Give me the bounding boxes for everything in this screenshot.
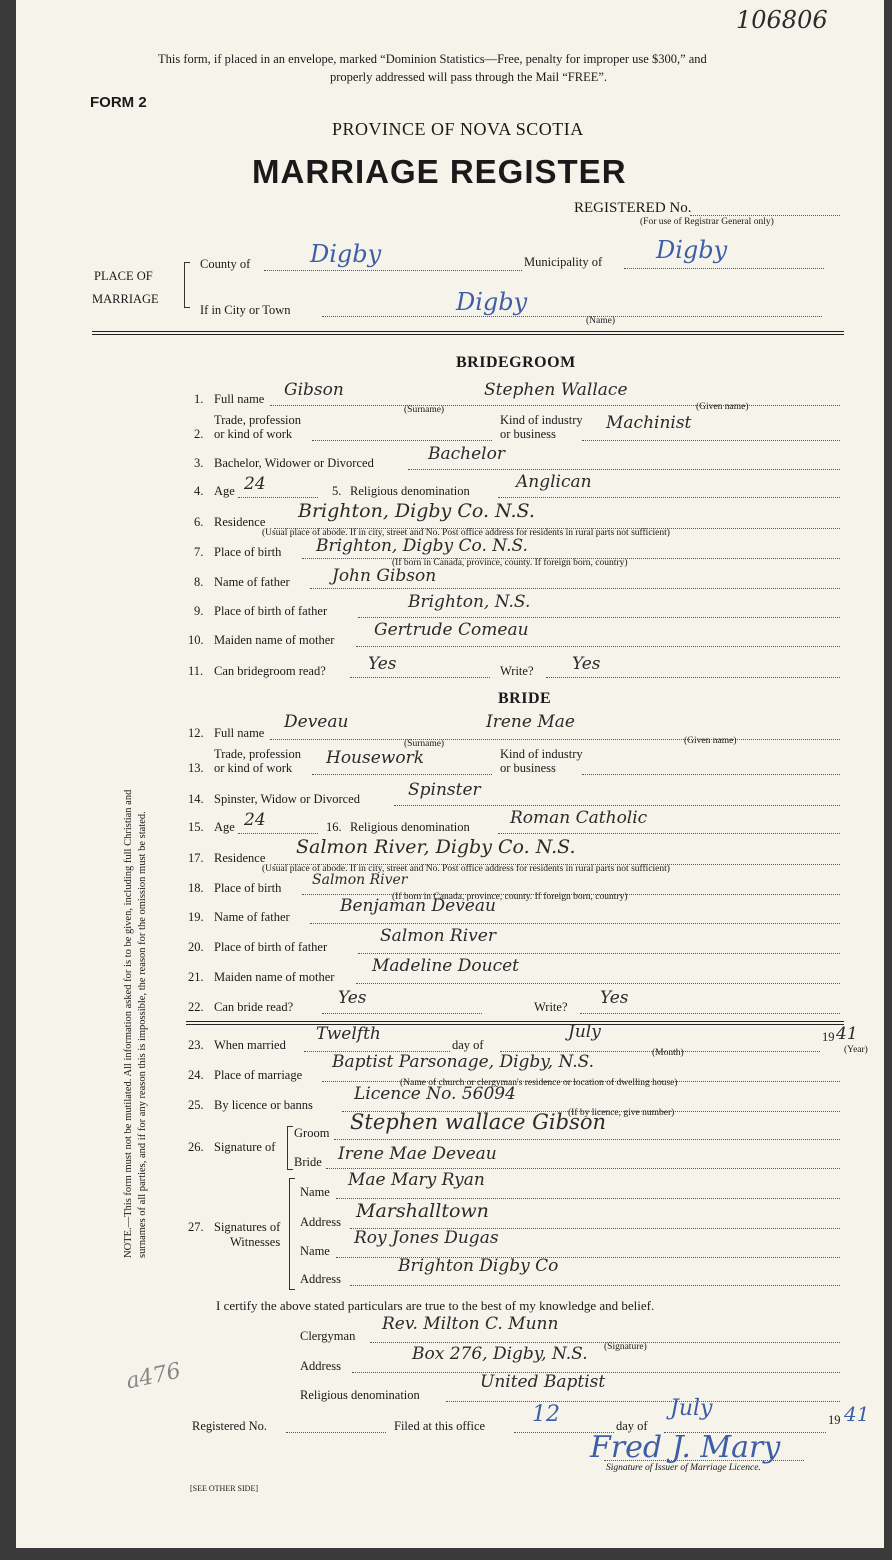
- place-label-1: PLACE OF: [94, 269, 153, 283]
- registered-note: (For use of Registrar General only): [640, 217, 774, 227]
- bride-age: 24: [244, 810, 266, 830]
- certify-text: I certify the above stated particulars are true to the best of my knowledge and belief.: [216, 1298, 655, 1313]
- bride-read: Yes: [338, 988, 367, 1008]
- bride-heading: BRIDE: [498, 690, 552, 707]
- industry-label: Kind of industry: [500, 413, 583, 427]
- witness-address-label: Address: [300, 1272, 341, 1286]
- groom-father-birth-label: Place of birth of father: [214, 604, 328, 618]
- bride-father-birth-label: Place of birth of father: [214, 940, 328, 954]
- bride-mother: Madeline Doucet: [372, 956, 519, 976]
- industry-label: Kind of industry: [500, 747, 583, 761]
- groom-given-name: Stephen Wallace: [484, 380, 628, 400]
- marriage-year: 41: [836, 1024, 858, 1044]
- licence-note: (If by licence, give number): [568, 1108, 675, 1118]
- industry-label: or business: [500, 427, 556, 441]
- trade-label: Trade, profession: [214, 413, 302, 427]
- item-number: 27.: [188, 1220, 204, 1234]
- groom-father-label: Name of father: [214, 575, 290, 589]
- place-note: (Name of church or clergyman's residence or location of dwelling house): [400, 1078, 678, 1088]
- item-number: 19.: [188, 910, 204, 924]
- groom-read: Yes: [368, 654, 397, 674]
- bride-residence-label: Residence: [214, 851, 266, 865]
- witness-name-label: Name: [300, 1185, 330, 1199]
- groom-age: 24: [244, 474, 266, 494]
- bride-write: Yes: [600, 988, 629, 1008]
- issuer-signature: Fred J. Mary: [590, 1430, 781, 1465]
- item-number: 12.: [188, 726, 204, 740]
- marriage-day: Twelfth: [316, 1024, 381, 1044]
- place-label-2: MARRIAGE: [92, 292, 159, 306]
- item-number: 16.: [326, 820, 342, 834]
- clergyman-signature: Rev. Milton C. Munn: [382, 1314, 559, 1334]
- bride-fullname-label: Full name: [214, 726, 265, 740]
- birth-note: (If born in Canada, province, county. If foreign born, country): [392, 892, 628, 902]
- bride-surname: Deveau: [284, 712, 349, 732]
- bride-father-birthplace: Salmon River: [380, 926, 496, 946]
- item-number: 7.: [194, 545, 204, 559]
- licence-value: Licence No. 56094: [354, 1084, 516, 1104]
- clergyman-address-label: Address: [300, 1359, 341, 1373]
- groom-signature: Stephen wallace Gibson: [350, 1110, 607, 1134]
- item-number: 3.: [194, 456, 204, 470]
- filed-day: 12: [532, 1402, 560, 1427]
- item-number: 11.: [188, 664, 204, 678]
- city-label: If in City or Town: [200, 303, 291, 317]
- item-number: 22.: [188, 1000, 204, 1014]
- province-heading: PROVINCE OF NOVA SCOTIA: [332, 119, 584, 139]
- item-number: 17.: [188, 851, 204, 865]
- bride-age-label: Age: [214, 820, 235, 834]
- filed-label: Filed at this office: [394, 1419, 486, 1433]
- bride-religion-label: Religious denomination: [350, 820, 470, 834]
- bridegroom-heading: BRIDEGROOM: [456, 354, 576, 371]
- groom-residence: Brighton, Digby Co. N.S.: [298, 500, 535, 522]
- groom-label: Groom: [294, 1126, 330, 1140]
- filed-year: 41: [844, 1402, 870, 1426]
- year-prefix: 19: [822, 1030, 835, 1044]
- page-title: MARRIAGE REGISTER: [252, 153, 627, 190]
- form-number: FORM 2: [90, 94, 147, 111]
- item-number: 20.: [188, 940, 204, 954]
- item-number: 6.: [194, 515, 204, 529]
- groom-mother-label: Maiden name of mother: [214, 633, 335, 647]
- item-number: 2.: [194, 427, 204, 441]
- groom-residence-label: Residence: [214, 515, 266, 529]
- groom-status: Bachelor: [428, 444, 505, 464]
- bride-label: Bride: [294, 1155, 322, 1169]
- item-number: 10.: [188, 633, 204, 647]
- groom-write-label: Write?: [500, 664, 534, 678]
- register-form: [16, 0, 884, 1548]
- day-of-label: day of: [452, 1038, 484, 1052]
- groom-father: John Gibson: [332, 566, 437, 586]
- groom-read-label: Can bridegroom read?: [214, 664, 326, 678]
- city-name-note: (Name): [586, 316, 616, 326]
- surname-note: (Surname): [404, 405, 445, 415]
- groom-surname: Gibson: [284, 380, 344, 400]
- industry-label: or business: [500, 761, 556, 775]
- item-number: 13.: [188, 761, 204, 775]
- month-note: (Month): [652, 1048, 684, 1058]
- given-note: (Given name): [684, 736, 737, 746]
- clergyman-label: Clergyman: [300, 1329, 356, 1343]
- witness-label: Signatures of: [214, 1220, 281, 1234]
- bride-birthplace: Salmon River: [312, 872, 408, 888]
- item-number: 8.: [194, 575, 204, 589]
- county-value: Digby: [310, 240, 382, 268]
- item-number: 15.: [188, 820, 204, 834]
- groom-father-birthplace: Brighton, N.S.: [408, 592, 531, 612]
- residence-note: (Usual place of abode. If in city, street and No. Post office address for residents in rural parts not sufficient): [262, 528, 670, 538]
- item-number: 5.: [332, 484, 342, 498]
- item-number: 26.: [188, 1140, 204, 1154]
- filing-registered-label: Registered No.: [192, 1419, 267, 1433]
- licence-label: By licence or banns: [214, 1098, 313, 1112]
- filed-month: July: [670, 1396, 713, 1421]
- trade-label: Trade, profession: [214, 747, 302, 761]
- signature-of-label: Signature of: [214, 1140, 276, 1154]
- item-number: 1.: [194, 392, 204, 406]
- filed-day-of-label: day of: [616, 1419, 648, 1433]
- trade-label: or kind of work: [214, 761, 293, 775]
- item-number: 4.: [194, 484, 204, 498]
- trade-label: or kind of work: [214, 427, 293, 441]
- groom-status-label: Bachelor, Widower or Divorced: [214, 456, 374, 470]
- bride-status: Spinster: [408, 780, 481, 800]
- groom-birthplace: Brighton, Digby Co. N.S.: [316, 536, 528, 556]
- item-number: 9.: [194, 604, 204, 618]
- witness2-name: Roy Jones Dugas: [354, 1228, 499, 1248]
- groom-religion-label: Religious denomination: [350, 484, 470, 498]
- filed-year-prefix: 19: [828, 1413, 841, 1427]
- mail-notice-line-2: properly addressed will pass through the Mail “FREE”.: [330, 70, 608, 84]
- city-value: Digby: [456, 288, 528, 316]
- margin-note: a476: [124, 1358, 184, 1395]
- item-number: 24.: [188, 1068, 204, 1082]
- witness-label: Witnesses: [230, 1235, 281, 1249]
- bride-father: Benjaman Deveau: [340, 896, 496, 916]
- clergyman-religion-label: Religious denomination: [300, 1388, 420, 1402]
- bride-given-name: Irene Mae: [486, 712, 575, 732]
- when-married-label: When married: [214, 1038, 286, 1052]
- bride-write-label: Write?: [534, 1000, 568, 1014]
- groom-mother: Gertrude Comeau: [374, 620, 529, 640]
- witness2-address: Brighton Digby Co: [398, 1256, 559, 1276]
- groom-industry: Machinist: [606, 413, 692, 433]
- bride-status-label: Spinster, Widow or Divorced: [214, 792, 360, 806]
- clergyman-religion: United Baptist: [480, 1372, 606, 1392]
- witness-name-label: Name: [300, 1244, 330, 1258]
- clergyman-address: Box 276, Digby, N.S.: [412, 1344, 588, 1364]
- municipality-value: Digby: [656, 236, 728, 264]
- signature-note: (Signature): [604, 1342, 647, 1352]
- year-note: (Year): [844, 1045, 868, 1055]
- see-other-side: [SEE OTHER SIDE]: [190, 1484, 258, 1493]
- place-of-marriage-label: Place of marriage: [214, 1068, 303, 1082]
- bride-father-label: Name of father: [214, 910, 290, 924]
- marriage-month: July: [568, 1022, 601, 1042]
- issuer-note: Signature of Issuer of Marriage Licence.: [606, 1463, 761, 1473]
- witness1-name: Mae Mary Ryan: [348, 1170, 485, 1190]
- place-of-marriage: Baptist Parsonage, Digby, N.S.: [332, 1052, 595, 1072]
- divider: [186, 1021, 844, 1025]
- bride-read-label: Can bride read?: [214, 1000, 294, 1014]
- item-number: 25.: [188, 1098, 204, 1112]
- given-note: (Given name): [696, 402, 749, 412]
- bride-birth-label: Place of birth: [214, 881, 282, 895]
- item-number: 21.: [188, 970, 204, 984]
- registered-label: REGISTERED No.: [574, 200, 692, 216]
- municipality-label: Municipality of: [524, 255, 603, 269]
- county-label: County of: [200, 257, 251, 271]
- item-number: 14.: [188, 792, 204, 806]
- mail-notice-line-1: This form, if placed in an envelope, marked “Dominion Statistics—Free, penalty for improper use $300,” and: [158, 52, 707, 66]
- groom-age-label: Age: [214, 484, 235, 498]
- witness1-address: Marshalltown: [356, 1200, 489, 1222]
- divider: [92, 331, 844, 335]
- vertical-note: NOTE.—This form must not be mutilated. All information asked for is to be given, including full Christian and surnames of all parties, and if for any reason this is impossible, the reason for the omission must be stated.: [123, 789, 148, 1258]
- birth-note: (If born in Canada, province, county. If foreign born, country): [392, 558, 628, 568]
- item-number: 18.: [188, 881, 204, 895]
- item-number: 23.: [188, 1038, 204, 1052]
- groom-religion: Anglican: [516, 472, 592, 492]
- witness-address-label: Address: [300, 1215, 341, 1229]
- bride-signature: Irene Mae Deveau: [338, 1144, 497, 1164]
- residence-note: (Usual place of abode. If in city, street and No. Post office address for residents in rural parts not sufficient): [262, 864, 670, 874]
- stamp-number: 106806: [736, 6, 828, 34]
- bride-trade: Housework: [326, 748, 425, 768]
- surname-note: (Surname): [404, 739, 445, 749]
- bride-mother-label: Maiden name of mother: [214, 970, 335, 984]
- bride-religion: Roman Catholic: [510, 808, 648, 828]
- bride-residence: Salmon River, Digby Co. N.S.: [296, 836, 576, 858]
- groom-write: Yes: [572, 654, 601, 674]
- groom-birth-label: Place of birth: [214, 545, 282, 559]
- groom-fullname-label: Full name: [214, 392, 265, 406]
